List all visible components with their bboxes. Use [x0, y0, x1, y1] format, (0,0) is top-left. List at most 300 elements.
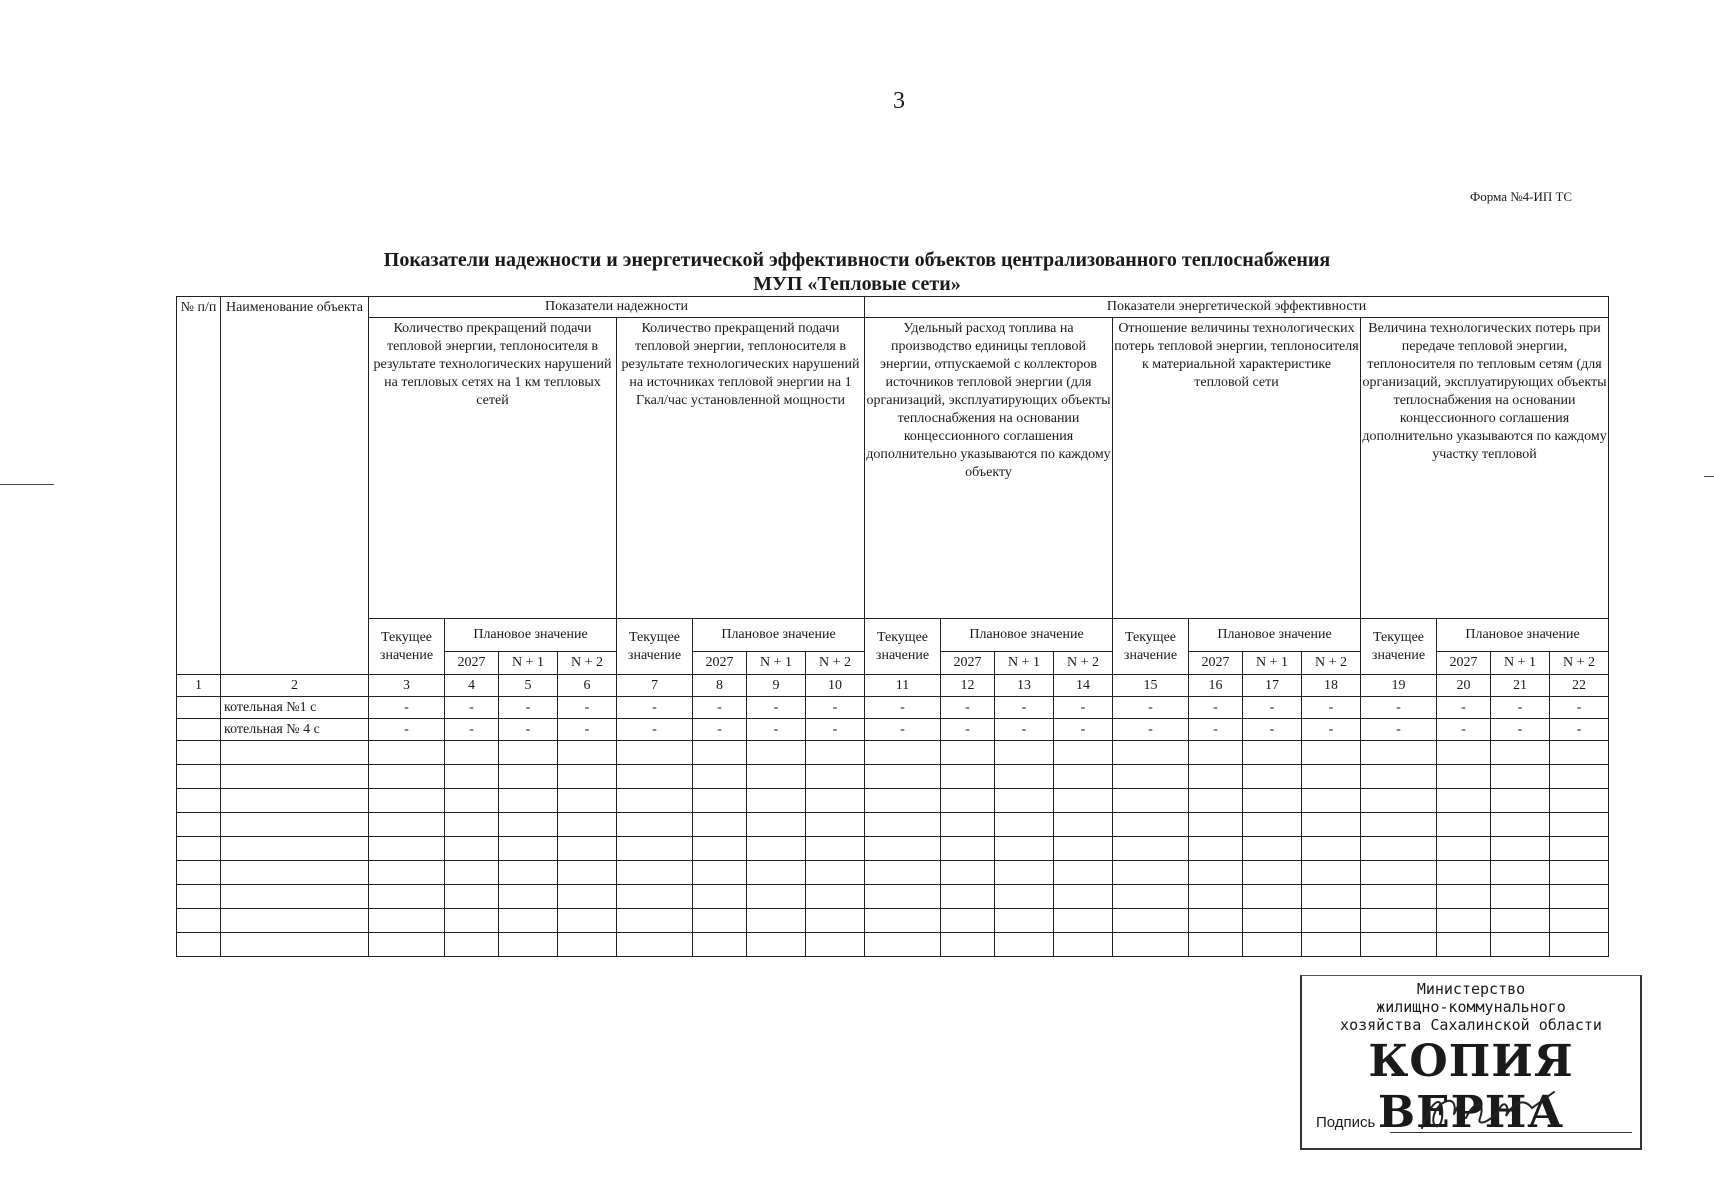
empty-cell [617, 789, 693, 813]
value-cell: - [806, 697, 865, 719]
empty-cell [177, 885, 221, 909]
empty-cell [941, 861, 995, 885]
empty-cell [1361, 765, 1437, 789]
empty-cell [1302, 765, 1361, 789]
indicator-header-5: Величина технологических потерь при передаче тепловой энергии, теплоносителя по тепловым сетям (для организаций, эксплуатирующих объекты теплоснабжения на основании концессионного соглашения дополнительно указываются по каждому участку тепловой [1361, 318, 1609, 619]
empty-cell [865, 741, 941, 765]
indicator-header-2: Количество прекращений подачи тепловой энергии, теплоносителя в результате технологических нарушений на источниках тепловой энергии на 1 Гкал/час установленной мощности [617, 318, 865, 619]
header-reliability-group: Показатели надежности [369, 297, 865, 318]
empty-cell [995, 765, 1054, 789]
empty-cell [1550, 861, 1609, 885]
empty-cell [1243, 909, 1302, 933]
title-line-1: Показатели надежности и энергетической эффективности объектов централизованного теплоснабжения [383, 249, 1331, 271]
year-header: 2027 [445, 652, 499, 675]
object-name: котельная №1 с [221, 697, 369, 719]
empty-cell [1437, 789, 1491, 813]
column-number: 11 [865, 675, 941, 697]
empty-cell [499, 885, 558, 909]
empty-cell [445, 909, 499, 933]
value-cell: - [369, 697, 445, 719]
empty-cell [1054, 837, 1113, 861]
empty-cell [941, 813, 995, 837]
empty-cell [177, 909, 221, 933]
empty-row [177, 789, 1609, 813]
empty-cell [1113, 741, 1189, 765]
empty-cell [995, 909, 1054, 933]
empty-cell [693, 885, 747, 909]
empty-cell [941, 765, 995, 789]
empty-cell [747, 741, 806, 765]
column-number: 14 [1054, 675, 1113, 697]
empty-cell [1243, 861, 1302, 885]
empty-cell [1113, 933, 1189, 957]
empty-cell [941, 885, 995, 909]
empty-cell [865, 885, 941, 909]
empty-cell [445, 885, 499, 909]
empty-cell [806, 837, 865, 861]
empty-cell [941, 909, 995, 933]
empty-cell [1437, 741, 1491, 765]
empty-cell [1302, 885, 1361, 909]
empty-cell [1361, 741, 1437, 765]
empty-cell [1437, 813, 1491, 837]
empty-cell [1361, 837, 1437, 861]
empty-cell [1302, 933, 1361, 957]
value-cell: - [1361, 719, 1437, 741]
margin-rule-left [0, 484, 54, 485]
header-efficiency-group: Показатели энергетической эффективности [865, 297, 1609, 318]
empty-cell [1302, 813, 1361, 837]
empty-cell [1361, 933, 1437, 957]
empty-cell [445, 741, 499, 765]
empty-cell [499, 789, 558, 813]
stamp-ministry: Министерство [1416, 980, 1526, 998]
column-number: 16 [1189, 675, 1243, 697]
empty-cell [1550, 789, 1609, 813]
empty-cell [747, 789, 806, 813]
empty-cell [1243, 789, 1302, 813]
empty-cell [369, 813, 445, 837]
stamp-ministry-line2: жилищно-коммунального [1376, 998, 1566, 1016]
empty-cell [221, 933, 369, 957]
empty-cell [995, 861, 1054, 885]
empty-cell [1054, 741, 1113, 765]
page-number: 3 [893, 88, 905, 114]
empty-cell [693, 933, 747, 957]
indicator-header-3: Удельный расход топлива на производство единицы тепловой энергии, отпускаемой с коллекторов источников тепловой энергии (для организаций, эксплуатирующих объекты теплоснабжения на основании концессионного соглашения дополнительно указываются по каждому объекту [865, 318, 1113, 619]
year-header: N + 1 [1243, 652, 1302, 675]
empty-cell [369, 837, 445, 861]
empty-row [177, 885, 1609, 909]
empty-row [177, 909, 1609, 933]
column-number: 22 [1550, 675, 1609, 697]
empty-cell [177, 765, 221, 789]
year-header: 2027 [1189, 652, 1243, 675]
year-header: 2027 [1437, 652, 1491, 675]
empty-cell [1113, 909, 1189, 933]
year-header: N + 2 [1054, 652, 1113, 675]
value-cell: - [995, 719, 1054, 741]
empty-cell [806, 885, 865, 909]
value-cell: - [369, 719, 445, 741]
empty-cell [499, 861, 558, 885]
current-value-header: Текущее значение [1113, 619, 1189, 675]
empty-cell [1491, 813, 1550, 837]
empty-cell [865, 909, 941, 933]
empty-cell [369, 861, 445, 885]
form-label: Форма №4-ИП ТС [1470, 189, 1573, 204]
empty-cell [1361, 789, 1437, 813]
planned-value-header: Плановое значение [1189, 619, 1361, 652]
value-cell: - [1113, 719, 1189, 741]
empty-cell [445, 861, 499, 885]
empty-cell [221, 885, 369, 909]
empty-cell [693, 765, 747, 789]
empty-cell [865, 837, 941, 861]
empty-cell [806, 933, 865, 957]
empty-cell [1361, 861, 1437, 885]
year-header: N + 1 [747, 652, 806, 675]
column-number: 9 [747, 675, 806, 697]
margin-rule-right [1704, 476, 1714, 477]
empty-cell [221, 789, 369, 813]
value-cell: - [1243, 719, 1302, 741]
empty-cell [995, 933, 1054, 957]
empty-cell [1550, 909, 1609, 933]
value-cell: - [1437, 719, 1491, 741]
value-cell: - [1054, 697, 1113, 719]
column-number: 1 [177, 675, 221, 697]
empty-cell [995, 885, 1054, 909]
empty-cell [1113, 837, 1189, 861]
empty-cell [995, 813, 1054, 837]
planned-value-header: Плановое значение [693, 619, 865, 652]
empty-cell [747, 837, 806, 861]
empty-cell [1189, 765, 1243, 789]
empty-cell [1302, 789, 1361, 813]
value-cell: - [617, 697, 693, 719]
value-cell: - [1437, 697, 1491, 719]
year-header: N + 2 [558, 652, 617, 675]
empty-cell [617, 909, 693, 933]
empty-cell [865, 789, 941, 813]
empty-cell [177, 813, 221, 837]
empty-cell [1243, 885, 1302, 909]
empty-cell [1361, 885, 1437, 909]
empty-cell [558, 789, 617, 813]
value-cell: - [558, 697, 617, 719]
empty-cell [865, 813, 941, 837]
empty-cell [1189, 885, 1243, 909]
column-number: 13 [995, 675, 1054, 697]
empty-cell [558, 909, 617, 933]
empty-cell [177, 861, 221, 885]
empty-cell [177, 933, 221, 957]
empty-cell [1113, 813, 1189, 837]
empty-cell [1054, 789, 1113, 813]
empty-cell [1550, 933, 1609, 957]
empty-cell [1437, 765, 1491, 789]
empty-cell [617, 741, 693, 765]
empty-cell [1113, 789, 1189, 813]
empty-cell [558, 813, 617, 837]
empty-cell [558, 861, 617, 885]
header-num: № п/п [177, 297, 221, 675]
empty-cell [1113, 861, 1189, 885]
empty-cell [1113, 885, 1189, 909]
empty-cell [1243, 837, 1302, 861]
empty-cell [1243, 741, 1302, 765]
empty-cell [1491, 885, 1550, 909]
empty-cell [806, 789, 865, 813]
year-header: N + 2 [806, 652, 865, 675]
empty-cell [1243, 813, 1302, 837]
empty-cell [747, 885, 806, 909]
empty-cell [1189, 837, 1243, 861]
year-header: N + 1 [995, 652, 1054, 675]
empty-cell [617, 933, 693, 957]
indicator-header-4: Отношение величины технологических потерь тепловой энергии, теплоносителя к материальной характеристике тепловой сети [1113, 318, 1361, 619]
empty-cell [617, 885, 693, 909]
current-value-header: Текущее значение [617, 619, 693, 675]
column-number: 17 [1243, 675, 1302, 697]
empty-cell [747, 909, 806, 933]
empty-cell [369, 909, 445, 933]
value-cell: - [617, 719, 693, 741]
document-title [0, 248, 1714, 296]
empty-cell [1437, 837, 1491, 861]
column-number: 4 [445, 675, 499, 697]
stamp-copy-true: КОПИЯ ВЕРНА [1368, 1036, 1574, 1138]
value-cell: - [865, 697, 941, 719]
empty-cell [941, 789, 995, 813]
empty-cell [693, 741, 747, 765]
empty-cell [1189, 933, 1243, 957]
empty-cell [1189, 813, 1243, 837]
object-name: котельная № 4 с [221, 719, 369, 741]
column-number: 10 [806, 675, 865, 697]
empty-cell [499, 765, 558, 789]
empty-cell [1550, 837, 1609, 861]
value-cell: - [1550, 697, 1609, 719]
title-line-2: МУП «Тепловые сети» [753, 273, 961, 295]
empty-cell [1054, 909, 1113, 933]
empty-cell [806, 741, 865, 765]
empty-cell [369, 789, 445, 813]
planned-value-header: Плановое значение [445, 619, 617, 652]
empty-cell [499, 741, 558, 765]
empty-cell [499, 933, 558, 957]
empty-cell [1550, 741, 1609, 765]
empty-cell [693, 789, 747, 813]
column-number: 5 [499, 675, 558, 697]
value-cell: - [941, 719, 995, 741]
empty-cell [941, 741, 995, 765]
empty-cell [558, 933, 617, 957]
empty-row [177, 741, 1609, 765]
value-cell: - [747, 697, 806, 719]
value-cell: - [1054, 719, 1113, 741]
empty-cell [941, 933, 995, 957]
empty-cell [221, 909, 369, 933]
current-value-header: Текущее значение [865, 619, 941, 675]
empty-cell [995, 741, 1054, 765]
empty-cell [1243, 765, 1302, 789]
stamp-ministry-line3: хозяйства Сахалинской области [1340, 1016, 1602, 1034]
empty-row [177, 861, 1609, 885]
empty-cell [1491, 933, 1550, 957]
empty-cell [1361, 909, 1437, 933]
header-object-name: Наименование объекта [221, 297, 369, 675]
handwritten-signature [1414, 1088, 1564, 1138]
empty-cell [558, 741, 617, 765]
empty-cell [445, 765, 499, 789]
empty-cell [995, 837, 1054, 861]
certified-copy-stamp [1300, 975, 1642, 1150]
indicator-header-1: Количество прекращений подачи тепловой энергии, теплоносителя в результате технологических нарушений на тепловых сетях на 1 км тепловых сетей [369, 318, 617, 619]
column-number: 3 [369, 675, 445, 697]
value-cell: - [1189, 697, 1243, 719]
table-row [177, 697, 1609, 719]
empty-cell [617, 765, 693, 789]
planned-value-header: Плановое значение [941, 619, 1113, 652]
empty-cell [1054, 885, 1113, 909]
empty-cell [177, 741, 221, 765]
empty-cell [1491, 741, 1550, 765]
empty-cell [693, 909, 747, 933]
column-number: 6 [558, 675, 617, 697]
planned-value-header: Плановое значение [1437, 619, 1609, 652]
empty-cell [1243, 933, 1302, 957]
value-cell: - [1302, 697, 1361, 719]
empty-cell [865, 933, 941, 957]
column-number: 18 [1302, 675, 1361, 697]
empty-cell [806, 813, 865, 837]
value-cell: - [499, 719, 558, 741]
column-numbers-row [177, 675, 1609, 697]
empty-cell [693, 837, 747, 861]
empty-cell [1054, 765, 1113, 789]
empty-cell [1437, 885, 1491, 909]
column-number: 19 [1361, 675, 1437, 697]
empty-cell [445, 837, 499, 861]
year-header: N + 2 [1302, 652, 1361, 675]
empty-row [177, 765, 1609, 789]
row-number [177, 719, 221, 741]
empty-cell [693, 861, 747, 885]
value-cell: - [1189, 719, 1243, 741]
column-number: 2 [221, 675, 369, 697]
year-header: N + 2 [1550, 652, 1609, 675]
indicators-table [176, 296, 1609, 957]
empty-cell [1302, 909, 1361, 933]
year-header: 2027 [693, 652, 747, 675]
empty-row [177, 933, 1609, 957]
empty-cell [369, 741, 445, 765]
value-cell: - [1243, 697, 1302, 719]
year-header: N + 1 [1491, 652, 1550, 675]
empty-cell [865, 765, 941, 789]
empty-cell [1491, 837, 1550, 861]
value-cell: - [693, 697, 747, 719]
empty-cell [1491, 765, 1550, 789]
empty-cell [865, 861, 941, 885]
empty-cell [221, 813, 369, 837]
empty-cell [1189, 861, 1243, 885]
empty-cell [1550, 765, 1609, 789]
empty-cell [221, 765, 369, 789]
empty-cell [617, 837, 693, 861]
column-number: 21 [1491, 675, 1550, 697]
empty-cell [369, 933, 445, 957]
empty-cell [806, 909, 865, 933]
empty-cell [1302, 837, 1361, 861]
empty-cell [693, 813, 747, 837]
empty-row [177, 813, 1609, 837]
value-cell: - [1361, 697, 1437, 719]
empty-cell [177, 837, 221, 861]
value-cell: - [1491, 697, 1550, 719]
empty-cell [221, 861, 369, 885]
value-cell: - [806, 719, 865, 741]
empty-cell [1491, 861, 1550, 885]
empty-cell [1437, 933, 1491, 957]
value-cell: - [747, 719, 806, 741]
value-cell: - [693, 719, 747, 741]
empty-cell [177, 789, 221, 813]
empty-cell [445, 813, 499, 837]
empty-cell [1302, 741, 1361, 765]
value-cell: - [558, 719, 617, 741]
empty-cell [499, 813, 558, 837]
empty-cell [499, 909, 558, 933]
year-header: 2027 [941, 652, 995, 675]
empty-cell [558, 765, 617, 789]
empty-cell [1491, 789, 1550, 813]
value-cell: - [941, 697, 995, 719]
empty-cell [617, 813, 693, 837]
value-cell: - [445, 697, 499, 719]
empty-cell [747, 933, 806, 957]
value-cell: - [499, 697, 558, 719]
empty-cell [445, 933, 499, 957]
empty-cell [1491, 909, 1550, 933]
empty-cell [1189, 741, 1243, 765]
value-cell: - [995, 697, 1054, 719]
empty-cell [941, 837, 995, 861]
empty-cell [369, 885, 445, 909]
empty-cell [1054, 933, 1113, 957]
empty-cell [558, 837, 617, 861]
empty-cell [1113, 765, 1189, 789]
empty-cell [747, 765, 806, 789]
value-cell: - [865, 719, 941, 741]
stamp-signature-label: Подпись [1316, 1114, 1376, 1131]
empty-cell [1550, 885, 1609, 909]
value-cell: - [1113, 697, 1189, 719]
empty-cell [369, 765, 445, 789]
column-number: 12 [941, 675, 995, 697]
column-number: 15 [1113, 675, 1189, 697]
empty-cell [1189, 789, 1243, 813]
table-row [177, 719, 1609, 741]
empty-cell [1302, 861, 1361, 885]
empty-cell [221, 741, 369, 765]
empty-cell [806, 861, 865, 885]
row-number [177, 697, 221, 719]
empty-cell [558, 885, 617, 909]
column-number: 20 [1437, 675, 1491, 697]
